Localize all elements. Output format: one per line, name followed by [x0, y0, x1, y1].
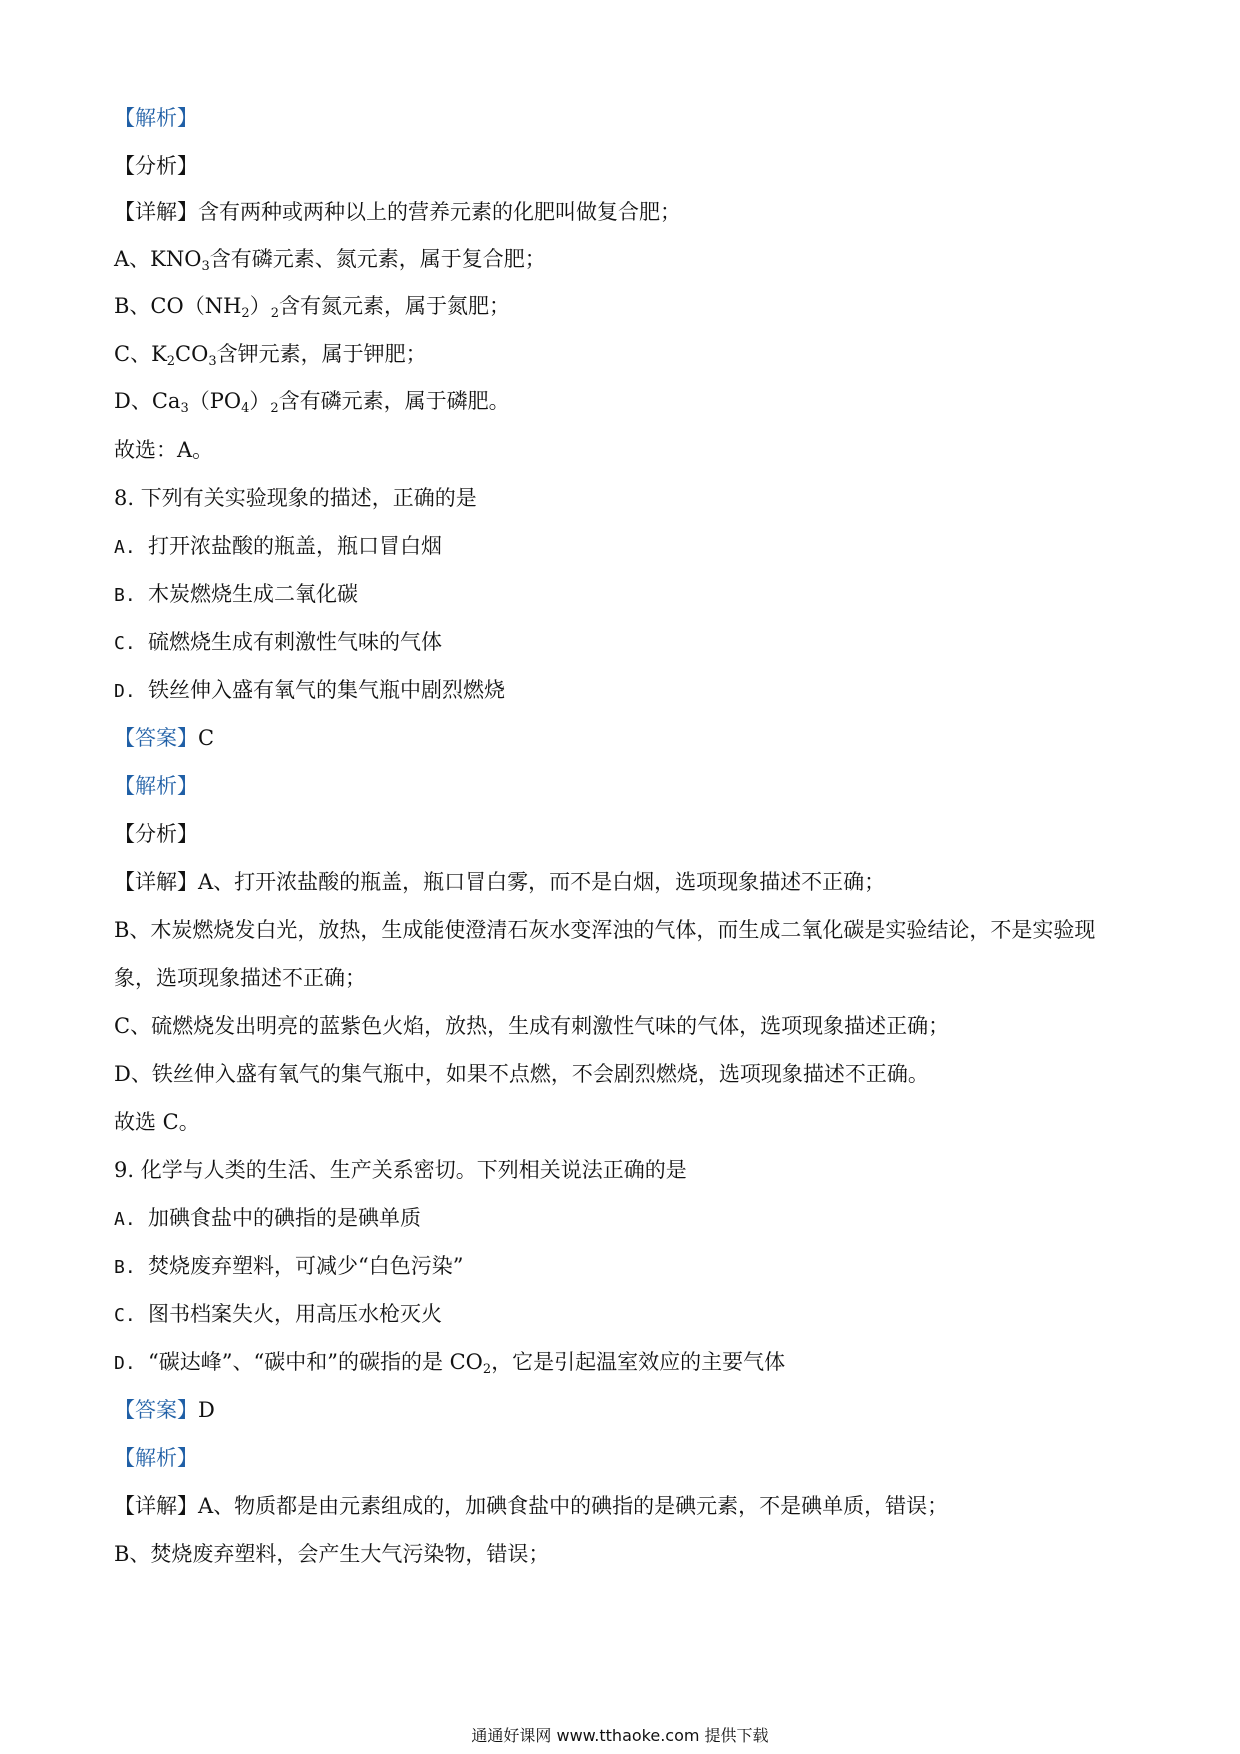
- detail-line-c: [114, 340, 427, 368]
- detail-paragraph: [114, 198, 681, 226]
- text-segment: 含有氮元素，属于氮肥；: [278, 294, 510, 318]
- option-letter: B.: [114, 1257, 136, 1278]
- detail-line-b: [114, 292, 510, 320]
- question-8-detail-b-line2: 象，选项现象描述不正确；: [114, 966, 366, 990]
- text-segment: ）: [249, 389, 271, 413]
- question-9-detail-b: B、焚烧废弃塑料，会产生大气污染物，错误；: [114, 1542, 550, 1566]
- option-text: 硫燃烧生成有刺激性气味的气体: [148, 630, 442, 654]
- detail-tag: 【详解】: [114, 870, 198, 894]
- question-8-choice: 故选 C。: [114, 1110, 200, 1134]
- option-text: 图书档案失火，用高压水枪灭火: [148, 1302, 442, 1326]
- text-segment: ）: [249, 294, 271, 318]
- detail-line-a: [114, 245, 546, 273]
- question-8-option-d: [114, 676, 505, 704]
- question-9-option-b: [114, 1252, 463, 1280]
- option-text: ，它是引起温室效应的主要气体: [491, 1350, 786, 1374]
- option-text: 木炭燃烧生成二氧化碳: [148, 582, 358, 606]
- option-letter: B.: [114, 585, 136, 606]
- page-footer: 通通好课网 www.tthaoke.com 提供下载: [471, 1726, 769, 1745]
- option-text: 打开浓盐酸的瓶盖，瓶口冒白烟: [148, 534, 442, 558]
- question-9-stem: 9. 化学与人类的生活、生产关系密切。下列相关说法正确的是: [114, 1158, 687, 1182]
- answer-value: C: [198, 726, 215, 750]
- question-8-detail-d: D、铁丝伸入盛有氧气的集气瓶中，如果不点燃，不会剧烈燃烧，选项现象描述不正确。: [114, 1062, 929, 1086]
- text-segment: 含有磷元素，属于磷肥。: [278, 389, 510, 413]
- text-segment: A、KNO: [114, 247, 202, 271]
- question-9-detail-a: [114, 1492, 948, 1520]
- question-8-detail-a: [114, 868, 885, 896]
- subscript: 2: [241, 306, 250, 321]
- text-segment: D、Ca: [114, 389, 181, 413]
- question-8-option-a: [114, 532, 442, 560]
- subscript: 3: [208, 354, 217, 369]
- text-segment: C、K: [114, 342, 167, 366]
- detail-text: A、打开浓盐酸的瓶盖，瓶口冒白雾，而不是白烟，选项现象描述不正确；: [198, 870, 886, 894]
- subscript: 2: [166, 354, 176, 369]
- question-8-detail-b-line1: B、木炭燃烧发白光，放热，生成能使澄清石灰水变浑浊的气体，而生成二氧化碳是实验结论，不是实验现: [114, 918, 1096, 942]
- option-letter: A.: [114, 1209, 136, 1230]
- question-8-analysis-heading: 【解析】: [114, 774, 198, 798]
- option-letter: C.: [114, 1305, 136, 1326]
- subscript: 3: [201, 259, 210, 274]
- option-text: “碳达峰”、“碳中和”的碳指的是 CO: [148, 1350, 483, 1374]
- option-text: 加碘食盐中的碘指的是碘单质: [148, 1206, 421, 1230]
- question-9-analysis-heading: 【解析】: [114, 1446, 198, 1470]
- question-9-option-a: [114, 1204, 421, 1232]
- choice-line: 故选：A。: [114, 438, 214, 462]
- answer-value: D: [198, 1398, 215, 1422]
- option-letter: C.: [114, 633, 136, 654]
- option-letter: D.: [114, 681, 136, 702]
- answer-tag: 【答案】: [114, 726, 198, 750]
- question-8-detail-c: C、硫燃烧发出明亮的蓝紫色火焰，放热，生成有刺激性气味的气体，选项现象描述正确；: [114, 1014, 950, 1038]
- text-segment: CO: [175, 342, 209, 366]
- option-letter: D.: [114, 1353, 136, 1374]
- option-text: 铁丝伸入盛有氧气的集气瓶中剧烈燃烧: [148, 678, 505, 702]
- subscript: 2: [270, 401, 279, 416]
- analysis-heading: 【解析】: [114, 106, 198, 130]
- detail-tag: 【详解】: [114, 1494, 198, 1518]
- question-9-option-c: [114, 1300, 442, 1328]
- question-8-option-c: [114, 628, 442, 656]
- analysis-sub-heading: 【分析】: [114, 154, 198, 178]
- detail-text: 含有两种或两种以上的营养元素的化肥叫做复合肥；: [198, 200, 681, 224]
- option-text: 焚烧废弃塑料，可减少“白色污染”: [148, 1254, 464, 1278]
- subscript: 2: [482, 1362, 492, 1377]
- detail-line-d: [114, 387, 510, 415]
- subscript: 4: [241, 401, 250, 416]
- text-segment: 含钾元素，属于钾肥；: [216, 342, 427, 366]
- question-8-answer: [114, 724, 214, 752]
- subscript: 3: [180, 401, 189, 416]
- detail-tag: 【详解】: [114, 200, 198, 224]
- question-8-stem: 8. 下列有关实验现象的描述，正确的是: [114, 486, 477, 510]
- text-segment: （PO: [188, 389, 242, 413]
- subscript: 2: [270, 306, 279, 321]
- answer-tag: 【答案】: [114, 1398, 198, 1422]
- text-segment: B、CO（NH: [114, 294, 242, 318]
- question-8-analysis-sub-heading: 【分析】: [114, 822, 198, 846]
- detail-text: A、物质都是由元素组成的，加碘食盐中的碘指的是碘元素，不是碘单质，错误；: [198, 1494, 949, 1518]
- question-8-option-b: [114, 580, 358, 608]
- option-letter: A.: [114, 537, 136, 558]
- question-9-option-d: [114, 1348, 785, 1376]
- text-segment: 含有磷元素、氮元素，属于复合肥；: [209, 247, 546, 271]
- question-9-answer: [114, 1396, 215, 1424]
